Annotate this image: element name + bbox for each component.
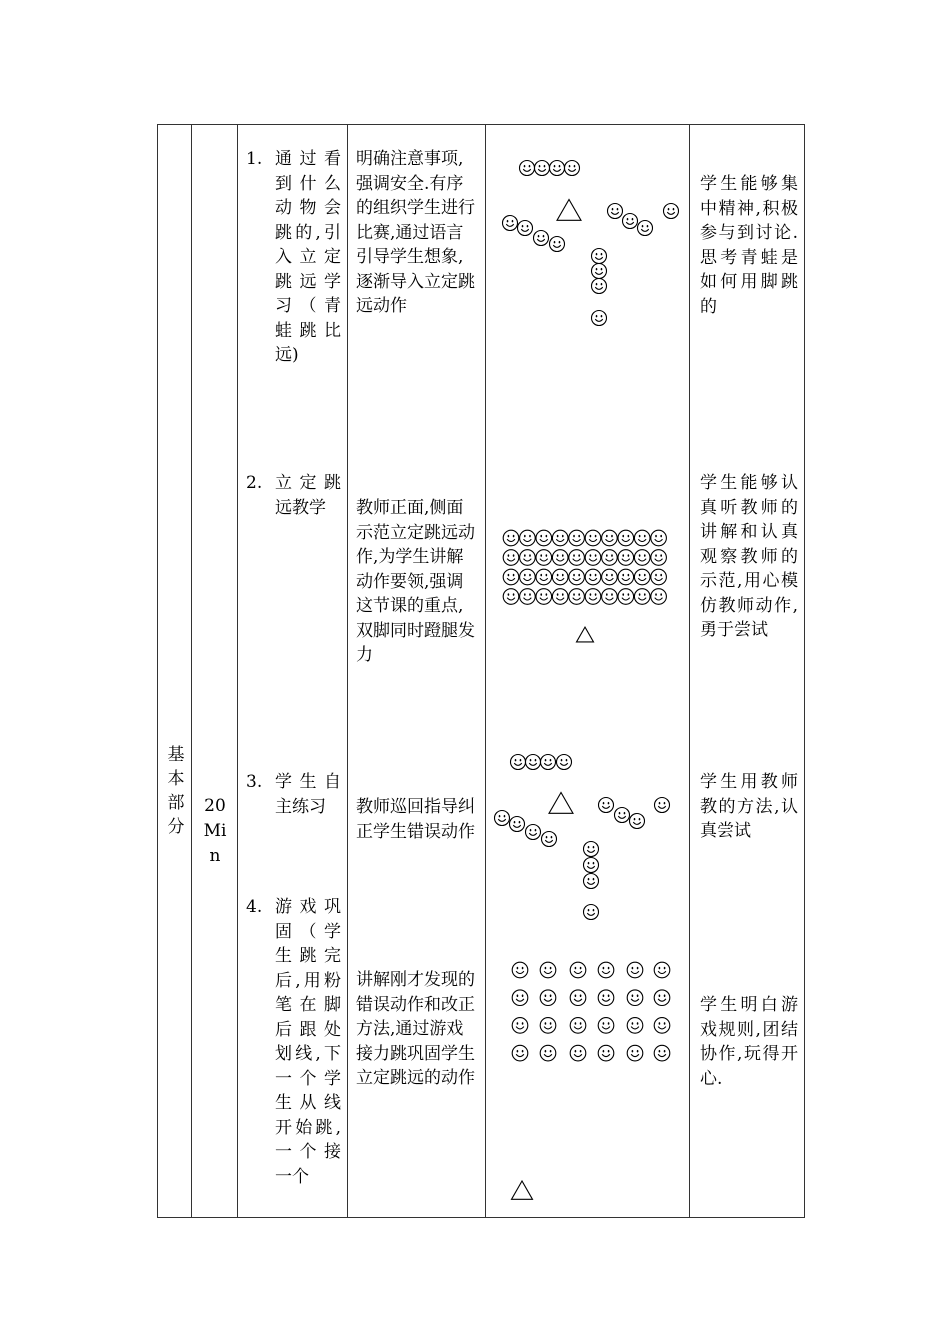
smiley-icon xyxy=(550,161,565,176)
smiley-icon xyxy=(651,569,667,585)
smiley-icon xyxy=(536,550,552,566)
smiley-icon xyxy=(570,962,586,978)
smiley-icon xyxy=(634,569,650,585)
smiley-icon xyxy=(592,311,607,326)
smiley-icon xyxy=(495,811,510,826)
smiley-icon xyxy=(570,1045,586,1061)
smiley-icon xyxy=(592,249,607,264)
row-number: 1. xyxy=(246,149,263,169)
smiley-icon xyxy=(602,589,618,605)
smiley-icon xyxy=(664,204,679,219)
smiley-icon xyxy=(630,814,645,829)
row-number: 4. xyxy=(246,897,263,917)
smiley-icon xyxy=(602,569,618,585)
row-number: 2. xyxy=(246,473,263,493)
row-teacher-activity: 明确注意事项,强调安全.有序的组织学生进行比赛,通过语言引导学生想象,逐渐导入立定跳远动作 xyxy=(356,149,475,316)
smiley-icon xyxy=(569,530,585,546)
smiley-icon xyxy=(536,569,552,585)
row-student-activity: 学生明白游戏规则,团结协作,玩得开心. xyxy=(700,995,798,1089)
row-student-activity: 学生用教师教的方法,认真尝试 xyxy=(700,772,798,841)
smiley-icon xyxy=(638,221,653,236)
smiley-icon xyxy=(584,874,599,889)
smiley-icon xyxy=(618,550,634,566)
smiley-icon xyxy=(540,1045,556,1061)
smiley-icon xyxy=(584,858,599,873)
smiley-icon xyxy=(584,905,599,920)
row-teacher-activity: 教师巡回指导纠正学生错误动作 xyxy=(356,797,475,842)
smiley-icon xyxy=(557,755,572,770)
smiley-icon xyxy=(526,755,541,770)
smiley-icon xyxy=(615,808,630,823)
smiley-icon xyxy=(618,530,634,546)
smiley-icon xyxy=(552,530,568,546)
smiley-icon xyxy=(569,569,585,585)
smiley-icon xyxy=(536,530,552,546)
row-content: 游戏巩固（学生跳完后,用粉笔在脚后跟处划线,下一个学生从线开始跳,一个接一个 xyxy=(275,897,341,1187)
triangle-icon xyxy=(512,1181,533,1199)
smiley-icon xyxy=(520,569,536,585)
smiley-icon xyxy=(634,589,650,605)
smiley-icon xyxy=(627,962,643,978)
smiley-icon xyxy=(526,825,541,840)
smiley-icon xyxy=(511,755,526,770)
section-part-label: 基本部分 xyxy=(167,745,185,837)
smiley-icon xyxy=(520,589,536,605)
row-student-activity: 学生能够集中精神,积极参与到讨论. 思考青蛙是如何用脚跳的 xyxy=(700,174,798,317)
smiley-icon xyxy=(541,755,556,770)
smiley-icon xyxy=(654,1018,670,1034)
smiley-icon xyxy=(570,1018,586,1034)
row-teacher-activity: 讲解刚才发现的错误动作和改正方法,通过游戏接力跳巩固学生立定跳远的动作 xyxy=(356,970,475,1088)
smiley-icon xyxy=(520,530,536,546)
smiley-icon xyxy=(655,798,670,813)
smiley-icon xyxy=(535,161,550,176)
smiley-icon xyxy=(503,589,519,605)
smiley-icon xyxy=(654,962,670,978)
smiley-icon xyxy=(569,589,585,605)
row-content: 立定跳远教学 xyxy=(275,473,341,518)
smiley-icon xyxy=(512,1045,528,1061)
smiley-icon xyxy=(623,214,638,229)
smiley-icon xyxy=(585,550,601,566)
smiley-icon xyxy=(634,550,650,566)
smiley-icon xyxy=(540,990,556,1006)
smiley-icon xyxy=(627,990,643,1006)
smiley-icon xyxy=(592,264,607,279)
smiley-icon xyxy=(503,569,519,585)
smiley-icon xyxy=(651,530,667,546)
smiley-icon xyxy=(565,161,580,176)
smiley-icon xyxy=(534,231,549,246)
smiley-icon xyxy=(520,161,535,176)
smiley-icon xyxy=(550,237,565,252)
smiley-icon xyxy=(585,530,601,546)
smiley-icon xyxy=(520,550,536,566)
smiley-icon xyxy=(618,569,634,585)
smiley-icon xyxy=(518,221,533,236)
smiley-icon xyxy=(503,530,519,546)
smiley-icon xyxy=(602,530,618,546)
row-student-activity: 学生能够认真听教师的讲解和认真观察教师的示范,用心模仿教师动作,勇于尝试 xyxy=(700,473,798,640)
row-number: 3. xyxy=(246,772,263,792)
smiley-icon xyxy=(618,589,634,605)
smiley-icon xyxy=(569,550,585,566)
smiley-icon xyxy=(512,990,528,1006)
smiley-icon xyxy=(651,550,667,566)
smiley-icon xyxy=(627,1018,643,1034)
time-value: 20 xyxy=(204,796,226,816)
row-content: 学生自主练习 xyxy=(275,772,341,817)
smiley-icon xyxy=(598,990,614,1006)
smiley-icon xyxy=(552,569,568,585)
smiley-icon xyxy=(598,1018,614,1034)
time-unit: Min xyxy=(203,821,227,866)
triangle-icon xyxy=(549,792,573,813)
smiley-icon xyxy=(540,962,556,978)
smiley-icon xyxy=(598,1045,614,1061)
smiley-icon xyxy=(598,962,614,978)
smiley-icon xyxy=(536,589,552,605)
smiley-icon xyxy=(585,589,601,605)
smiley-icon xyxy=(599,798,614,813)
smiley-icon xyxy=(540,1018,556,1034)
smiley-icon xyxy=(585,569,601,585)
smiley-icon xyxy=(503,550,519,566)
smiley-icon xyxy=(651,589,667,605)
smiley-icon xyxy=(602,550,618,566)
row-content: 通过看到什么动物会跳的,引入立定跳远学习（青蛙跳比远) xyxy=(275,149,341,365)
smiley-icon xyxy=(512,962,528,978)
smiley-icon xyxy=(552,550,568,566)
smiley-icon xyxy=(627,1045,643,1061)
smiley-icon xyxy=(634,530,650,546)
smiley-icon xyxy=(608,204,623,219)
smiley-icon xyxy=(584,842,599,857)
triangle-icon xyxy=(577,627,594,642)
smiley-icon xyxy=(654,990,670,1006)
smiley-icon xyxy=(654,1045,670,1061)
smiley-icon xyxy=(552,589,568,605)
row-teacher-activity: 教师正面,侧面示范立定跳远动作,为学生讲解动作要领,强调这节课的重点,双脚同时蹬腿发力 xyxy=(356,498,475,665)
smiley-icon xyxy=(570,990,586,1006)
smiley-icon xyxy=(503,216,518,231)
smiley-icon xyxy=(510,817,525,832)
smiley-icon xyxy=(592,279,607,294)
smiley-icon xyxy=(512,1018,528,1034)
smiley-icon xyxy=(542,832,557,847)
triangle-icon xyxy=(557,199,581,220)
